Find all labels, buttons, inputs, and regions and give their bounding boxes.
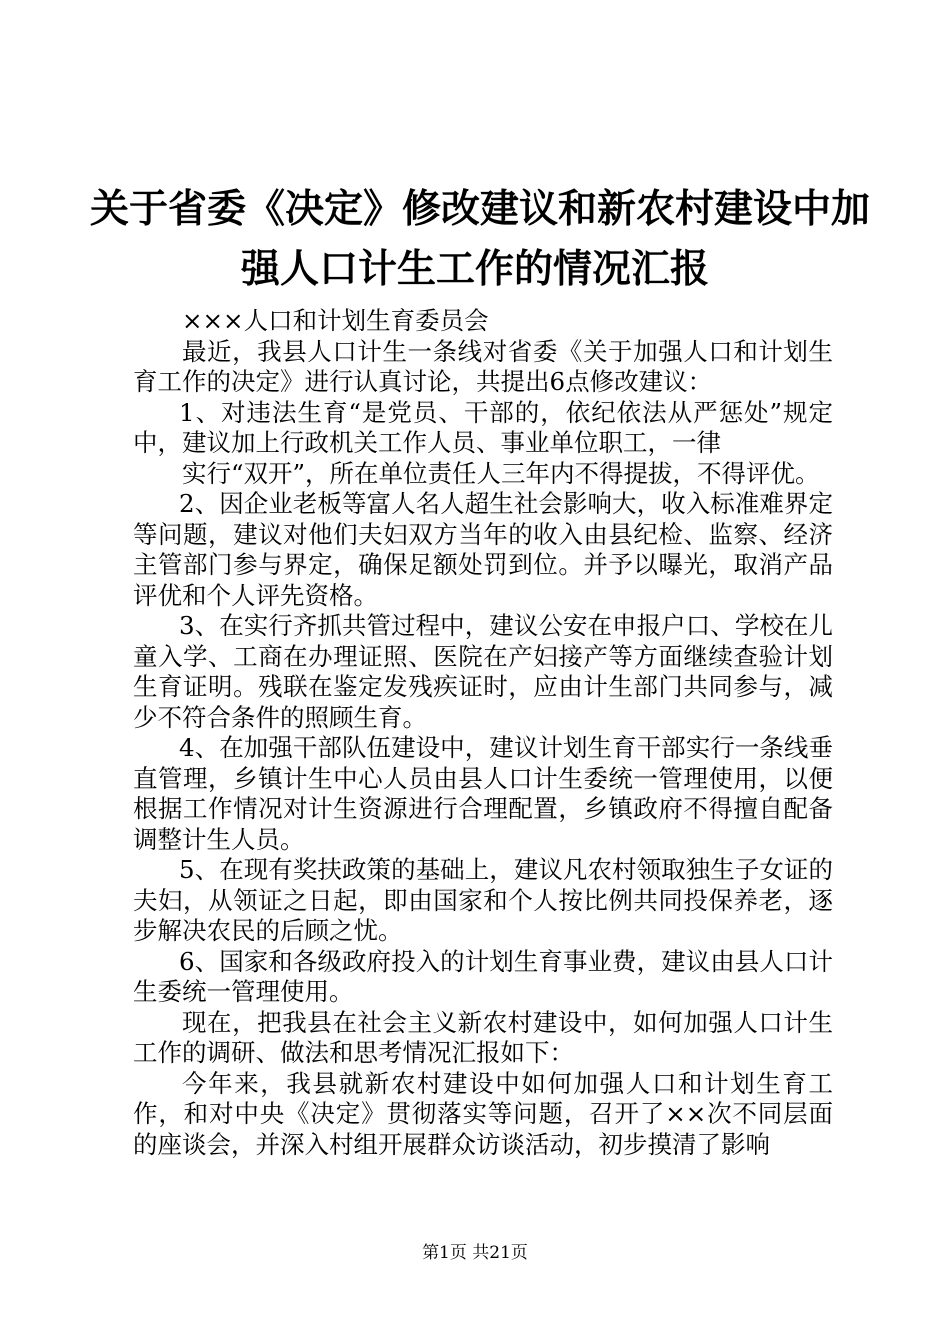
paragraph: 最近，我县人口计生一条线对省委《关于加强人口和计划生育工作的决定》进行认真讨论，共提出6点修改建议：	[133, 336, 833, 396]
paragraph: 2、因企业老板等富人名人超生社会影响大，收入标准难界定等问题，建议对他们夫妇双方当年的收入由县纪检、监察、经济主管部门参与界定，确保足额处罚到位。并予以曝光，取消产品评优和个人评先资格。	[133, 489, 833, 610]
page-footer: 第1页 共21页	[422, 1243, 528, 1263]
paragraph: 实行“双开”，所在单位责任人三年内不得提拔，不得评优。	[182, 458, 820, 488]
paragraph: 今年来，我县就新农村建设中如何加强人口和计划生育工作，和对中央《决定》贯彻落实等问题，召开了××次不同层面的座谈会，并深入村组开展群众访谈活动，初步摸清了影响	[133, 1068, 833, 1159]
paragraph: 6、国家和各级政府投入的计划生育事业费，建议由县人口计生委统一管理使用。	[133, 946, 833, 1006]
paragraph: 5、在现有奖扶政策的基础上，建议凡农村领取独生子女证的夫妇，从领证之日起，即由国家和个人按比例共同投保养老，逐步解决农民的后顾之忧。	[133, 855, 833, 945]
author-line: ×××人口和计划生育委员会	[182, 306, 489, 335]
paragraph: 现在，把我县在社会主义新农村建设中，如何加强人口计生工作的调研、做法和思考情况汇报如下：	[133, 1007, 833, 1067]
document-title-line-2: 强人口计生工作的情况汇报	[240, 246, 709, 292]
document-body	[133, 306, 833, 1160]
paragraph: 4、在加强干部队伍建设中，建议计划生育干部实行一条线垂直管理，乡镇计生中心人员由县人口计生委统一管理使用，以便根据工作情况对计生资源进行合理配置，乡镇政府不得擅自配备调整计生人员。	[133, 733, 833, 854]
paragraph: 1、对违法生育“是党员、干部的，依纪依法从严惩处”规定中，建议加上行政机关工作人员、事业单位职工，一律	[133, 397, 833, 457]
document-title-line-1: 关于省委《决定》修改建议和新农村建设中加	[90, 186, 871, 232]
paragraph: 3、在实行齐抓共管过程中，建议公安在申报户口、学校在儿童入学、工商在办理证照、医院在产妇接产等方面继续查验计划生育证明。残联在鉴定发残疾证时，应由计生部门共同参与，减少不符合条件的照顾生育。	[133, 611, 833, 732]
